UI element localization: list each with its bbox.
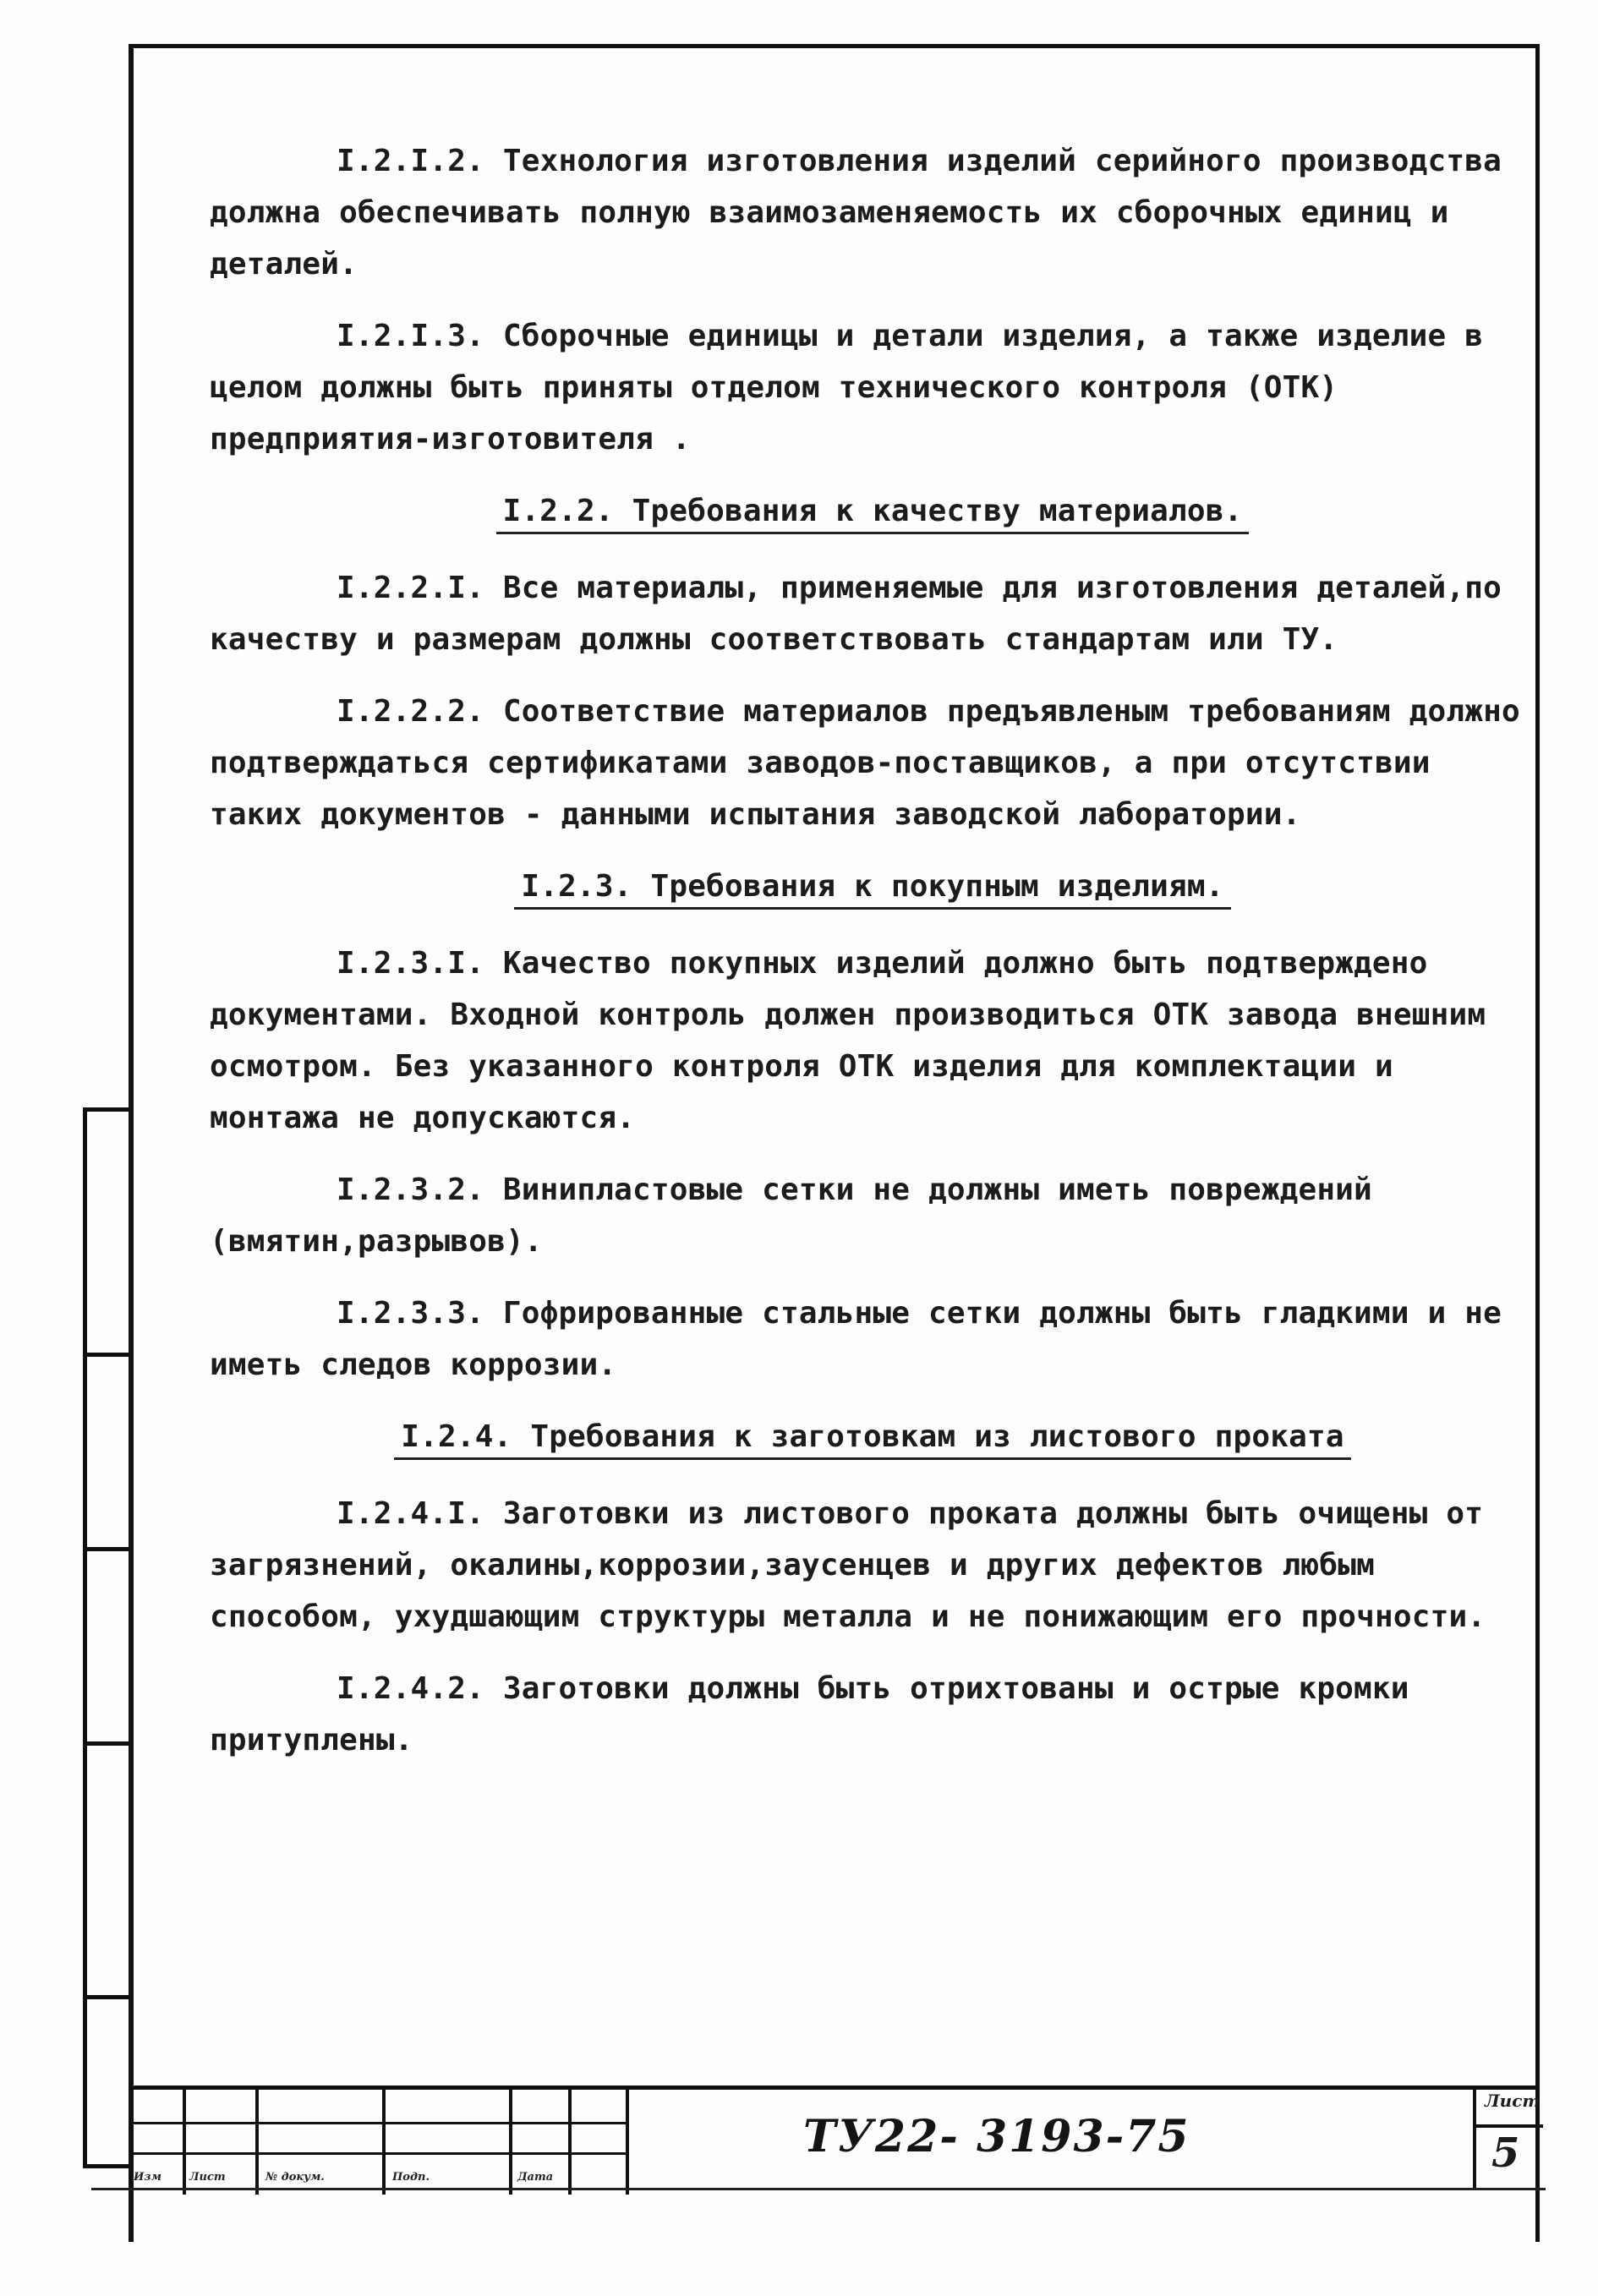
paragraph-1-2-1-3: I.2.I.3. Сборочные единицы и детали изделия, а также изделие в целом должны быть приняты отделом технического контроля (ОТК) предприятия-изготовителя . [210, 319, 1484, 456]
heading-text: I.2.3. Требования к покупным изделиям. [514, 869, 1230, 910]
title-block-grid [129, 2090, 627, 2195]
binding-tick [83, 1547, 132, 1551]
col-label-date: Дата [517, 2171, 554, 2184]
col-label-izm: Изм [134, 2171, 161, 2184]
col-label-list: Лист [189, 2171, 226, 2184]
paragraph-1-2-4-1: I.2.4.I. Заготовки из листового проката должны быть очищены от загрязнений, окалины,коррозии,заусенцев и других дефектов любым способом, ухудшающим структуры металла и не понижающим его прочности. [210, 1496, 1486, 1634]
section-heading-1-2-4 [210, 1411, 1535, 1462]
heading-text: I.2.2. Требования к качеству материалов. [496, 494, 1250, 534]
grid-line [626, 2090, 629, 2195]
binding-margin-strip [83, 1107, 132, 2244]
binding-line [83, 1107, 133, 2164]
paragraph-1-2-3-3: I.2.3.3. Гофрированные стальные сетки должны быть гладкими и не иметь следов коррозии. [210, 1296, 1502, 1382]
grid-line [129, 2122, 627, 2124]
paragraph-1-2-2-1: I.2.2.I. Все материалы, применяемые для изготовления деталей,по качеству и размерам должны соответствовать стандартам или ТУ. [210, 571, 1502, 657]
grid-line [509, 2090, 512, 2195]
grid-line [129, 2152, 627, 2155]
paragraph-1-2-4-2: I.2.4.2. Заготовки должны быть отрихтованы и острые кромки притуплены. [210, 1671, 1409, 1758]
section-heading-1-2-2 [210, 485, 1535, 537]
bottom-border-line [91, 2188, 1546, 2190]
sheet-number: 5 [1491, 2129, 1520, 2177]
grid-line [382, 2090, 386, 2195]
binding-tick [83, 1353, 132, 1357]
col-label-doc: № докум. [265, 2171, 325, 2184]
col-label-sign: Подп. [392, 2171, 430, 2184]
sheet-label: Лист [1485, 2091, 1541, 2111]
binding-tick [83, 1995, 132, 1999]
paragraph-1-2-2-2: I.2.2.2. Соответствие материалов предъявленым требованиям должно подтверждаться сертификатами заводов-поставщиков, а при отсутствии таких документов - данными испытания заводской лаборатории. [210, 694, 1520, 832]
grid-line [568, 2090, 572, 2195]
paragraph-1-2-3-2: I.2.3.2. Винипластовые сетки не должны иметь повреждений (вмятин,разрывов). [210, 1173, 1372, 1259]
sheet-divider [1476, 2124, 1543, 2128]
binding-tick [83, 2164, 132, 2168]
grid-line [183, 2090, 186, 2195]
binding-tick [83, 1741, 132, 1746]
section-heading-1-2-3 [210, 861, 1535, 912]
sheet-number-box [1473, 2086, 1540, 2190]
paragraph-1-2-1-2: I.2.I.2. Технология изготовления изделий серийного производства должна обеспечивать полную взаимозаменяемость их сборочных единиц и деталей. [210, 144, 1502, 282]
document-number: ТУ22- 3193-75 [803, 2111, 1190, 2162]
grid-line [255, 2090, 259, 2195]
binding-tick [83, 1107, 132, 1112]
heading-text: I.2.4. Требования к заготовкам из листового проката [394, 1419, 1351, 1460]
paragraph-1-2-3-1: I.2.3.I. Качество покупных изделий должно быть подтверждено документами. Входной контроль должен производиться ОТК завода внешним осмотром. Без указанного контроля ОТК изделия для комплектации и монтажа не допускаются. [210, 946, 1486, 1135]
document-body [210, 135, 1535, 1766]
